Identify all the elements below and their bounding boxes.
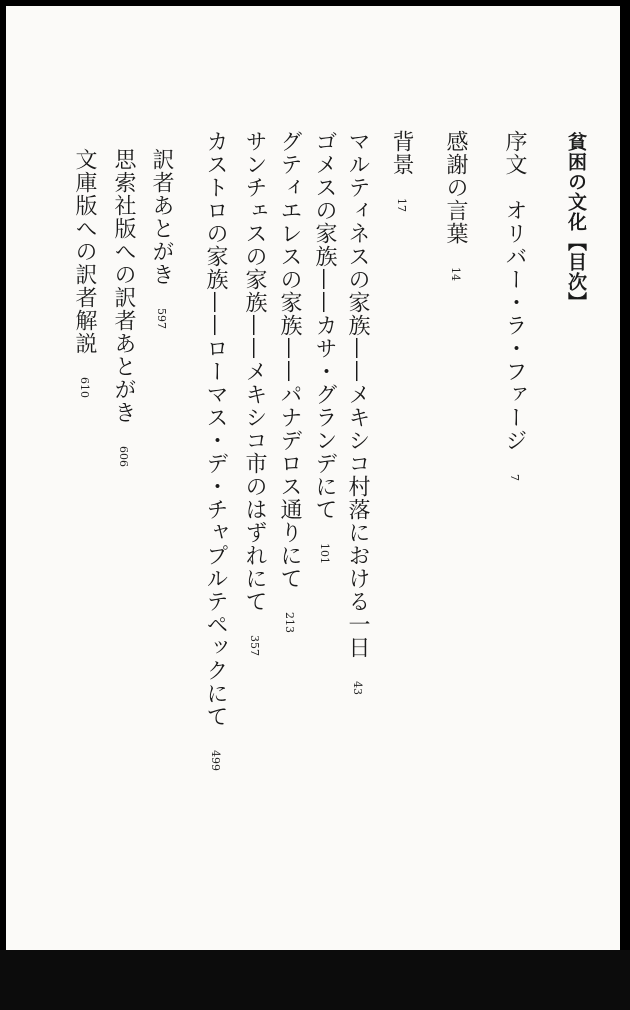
entry-title: サンチェスの家族——メキシコ市のはずれにて — [242, 130, 267, 613]
entry-title: 文庫版への訳者解説 — [72, 148, 97, 355]
page-bottom-edge — [0, 950, 630, 1010]
entry-title: 訳者あとがき — [149, 148, 174, 286]
entry-page: 606 — [117, 446, 130, 467]
toc-entry — [204, 130, 226, 771]
toc-entry — [150, 148, 172, 329]
entry-page: 7 — [508, 474, 521, 481]
entry-title: ゴメスの家族——カサ・グランデにて — [312, 130, 337, 521]
toc-heading: 【目次】 — [565, 232, 587, 312]
book-page — [6, 6, 620, 950]
entry-title: 感謝の言葉 — [443, 130, 468, 245]
toc-entry — [346, 130, 368, 695]
toc-entry — [390, 130, 412, 212]
toc-entry — [243, 130, 265, 656]
entry-page: 610 — [78, 377, 91, 398]
entry-page: 101 — [318, 543, 331, 564]
toc-entry — [73, 148, 95, 398]
entry-page: 597 — [155, 308, 168, 329]
entry-page: 17 — [395, 198, 408, 212]
entry-page: 43 — [351, 681, 364, 695]
book-title: 貧困の文化 — [565, 132, 587, 232]
toc-title — [566, 132, 585, 312]
entry-title: 序文 オリバー・ラ・ファージ — [502, 130, 527, 452]
toc-entry — [313, 130, 335, 564]
entry-page: 213 — [283, 612, 296, 633]
entry-page: 357 — [248, 635, 261, 656]
entry-title: 思索社版への訳者あとがき — [111, 148, 136, 424]
entry-title: カストロの家族——ローマス・デ・チャプルテペックにて — [203, 130, 228, 728]
entry-title: マルティネスの家族——メキシコ村落における一日 — [345, 130, 370, 659]
entry-title: 背景 — [389, 130, 414, 176]
entry-page: 14 — [449, 267, 462, 281]
entry-title: グティエレスの家族——パナデロス通りにて — [277, 130, 302, 590]
toc-entry — [503, 130, 525, 481]
toc-entry — [278, 130, 300, 633]
entry-page: 499 — [209, 750, 222, 771]
toc-entry — [112, 148, 134, 467]
toc-entry — [444, 130, 466, 281]
